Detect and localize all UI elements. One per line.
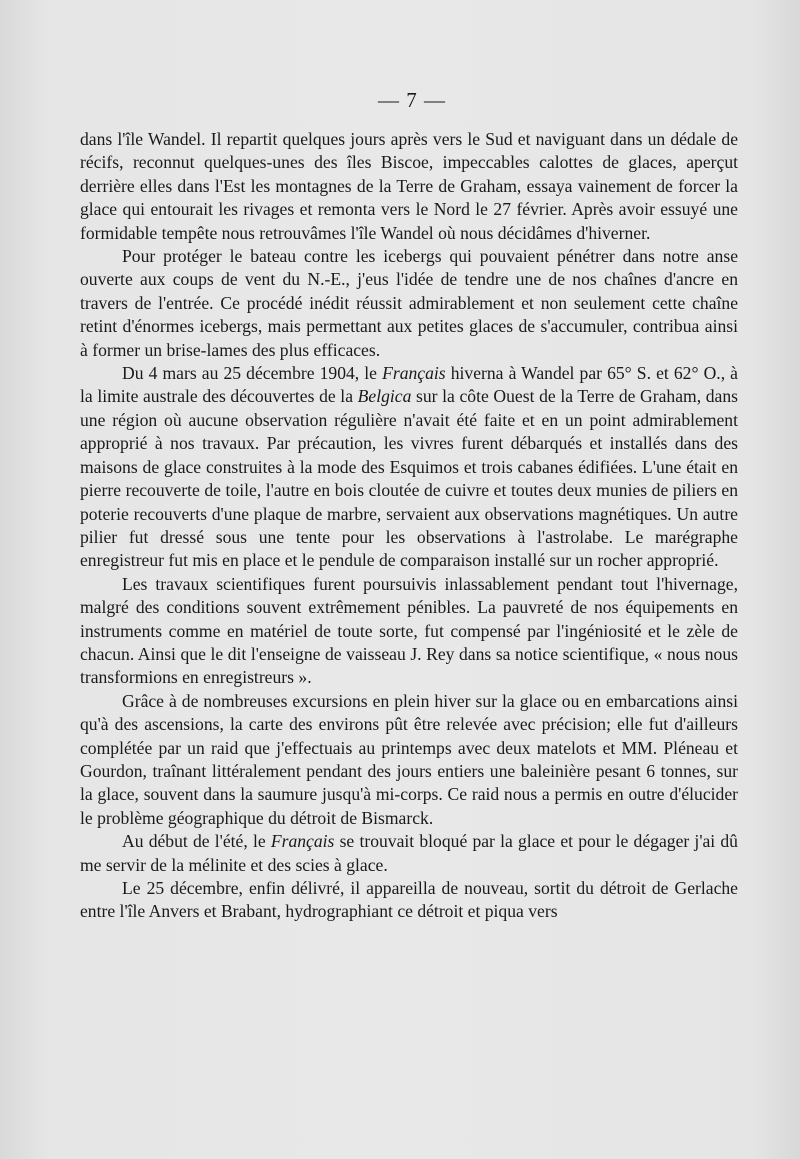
paragraph-text: Grâce à de nombreuses excursions en plein hiver sur la glace ou en embarcations ainsi qu'à des ascensions, la carte des environs pût être relevée avec précision; elle fut d'ailleurs complétée par un raid que j'effectuais au printemps avec deux matelots et MM. Pléneau et Gourdon, traînant littéralement pendant des jours entiers une baleinière pesant 6 tonnes, sur la glace, souvent dans la saumure jusqu'à mi-corps. Ce raid nous a permis en outre d'élucider le problème géographique du détroit de Bismarck.: [80, 690, 738, 828]
ship-name: Français: [270, 831, 335, 852]
body-text: [80, 128, 738, 924]
paragraph-text: dans l'île Wandel. Il repartit quelques jours après vers le Sud et naviguant dans un dédale de récifs, reconnut quelques-unes des îles Biscoe, impeccables calottes de glaces, aperçut derrière elles dans l'Est les montagnes de la Terre de Graham, essaya vainement de forcer la glace qui entourait les rivages et remonta vers le Nord le 27 février. Après avoir essuyé une formidable tempête nous retrouvâmes l'île Wandel où nous décidâmes d'hiverner.: [80, 129, 738, 243]
paragraph-text: se trouvait bloqué par la glace et pour le dégager j'ai dû me servir de la mélinite et des scies à glace.: [80, 831, 738, 875]
ship-name: Belgica: [357, 386, 412, 407]
paragraph-text: sur la côte Ouest de la Terre de Graham, dans une région où aucune observation régulière n'avait été faite et en un point admirablement approprié à nos travaux. Par précaution, les vivres furent débarqués et installés dans des maisons de glace construites à la mode des Esquimos et trois cabanes édifiées. L'une était en pierre recouverte de toile, l'autre en bois cloutée de cuivre et toutes deux munies de piliers en poterie recouverts d'une plaque de marbre, servaient aux observations magnétiques. Un autre pilier fut dressé sous une tente pour les observations à l'astrolabe. Le marégraphe enregistreur fut mis en place et le pendule de comparaison installé sur un rocher approprié.: [80, 386, 738, 571]
ship-name: Français: [382, 363, 446, 384]
paragraph-text: Les travaux scientifiques furent poursuivis inlassablement pendant tout l'hivernage, malgré des conditions souvent extrêmement pénibles. La pauvreté de nos équipements en instruments comme en matériel de toute sorte, fut compensé par l'ingéniosité et le zèle de chacun. Ainsi que le dit l'enseigne de vaisseau J. Rey dans sa notice scientifique, « nous nous transformions en enregistreurs ».: [80, 573, 738, 688]
paragraph-text: Pour protéger le bateau contre les icebergs qui pouvaient pénétrer dans notre anse ouverte aux coups de vent du N.-E., j'eus l'idée de tendre une de nos chaînes d'ancre en travers de l'entrée. Ce procédé inédit réussit admirablement et non seulement cette chaîne retint d'énormes icebergs, mais permettant aux petites glaces de s'accumuler, contribua ainsi à former un brise-lames des plus efficaces.: [80, 246, 738, 360]
paragraph-text: hiverna à Wandel par 65° S. et 62° O., à la limite australe des découvertes de la: [80, 363, 738, 407]
paragraph-text: Au début de l'été, le: [122, 831, 271, 852]
page-number: — 7 —: [378, 88, 446, 112]
paragraph-text: Le 25 décembre, enfin délivré, il appareilla de nouveau, sortit du détroit de Gerlache entre l'île Anvers et Brabant, hydrographiant ce détroit et piqua vers: [80, 878, 738, 922]
paragraph: [80, 128, 738, 245]
paragraph: [80, 877, 738, 924]
paragraph: [80, 362, 738, 573]
paragraph-text: Du 4 mars au 25 décembre 1904, le: [122, 363, 383, 384]
paragraph: [80, 830, 738, 877]
paragraph: [80, 690, 738, 830]
paragraph: [80, 245, 738, 362]
paragraph: [80, 573, 738, 690]
